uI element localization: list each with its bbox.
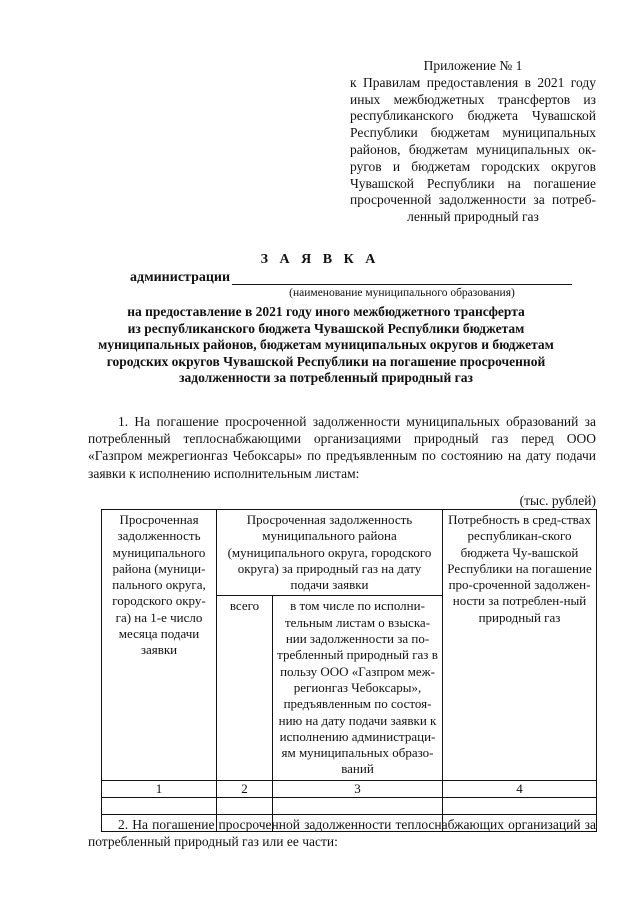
admin-label: администрации	[130, 270, 231, 285]
col-number: 2	[217, 780, 273, 797]
col-number: 4	[443, 780, 597, 797]
table-row	[102, 798, 597, 815]
header-col2-total: всего	[217, 596, 273, 780]
table-cell[interactable]	[443, 798, 597, 815]
appendix-header: Приложение № 1	[423, 58, 523, 73]
admin-name-line	[232, 284, 572, 285]
table-cell[interactable]	[102, 798, 217, 815]
header-col2-group: Просроченная задолженность муниципального района (муниципального округа, городского округа) за природный газ на дату подачи заявки	[217, 510, 443, 596]
appendix-line: ленный природный газ	[407, 209, 539, 225]
subtitle-line: задолженности за потребленный природный газ	[179, 370, 473, 385]
table-header-row	[102, 510, 597, 596]
appendix-line: просроченной задолженности за потреб-	[350, 192, 596, 208]
paragraph-1: 1. На погашение просроченной задолженности муниципальных образований за потребленный теплоснабжающими организациями природный газ перед ООО «Газпром межрегионгаз Чебоксары» по предъявленным по состоянию на дату подачи заявки к исполнению исполнительным листам:	[88, 414, 596, 481]
appendix-block	[350, 58, 596, 226]
subtitle-line: из республиканского бюджета Чувашской Республики бюджетам	[127, 320, 525, 336]
subtitle-line: на предоставление в 2021 году иного межбюджетного трансферта	[127, 304, 525, 319]
appendix-line: ругов и бюджетам городских округов	[350, 158, 596, 174]
col-number: 1	[102, 780, 217, 797]
units-label: (тыс. рублей)	[519, 493, 596, 508]
header-col4: Потребность в сред-ствах республикан-ского бюджета Чу-вашской Республики на погашение про-сроченной задолжен-ности за потреблен-ный природный газ	[443, 510, 597, 781]
header-col3-incl: в том числе по исполни-тельным листам о взыска-нии задолженности за по-требленный природный газ в пользу ООО «Газпром меж-регионгаз Чебоксары», предъявленным по состоя-нию на дату подачи заявки к исполнению администраци-ям муниципальных образо-ваний	[273, 596, 443, 780]
table-cell[interactable]	[273, 798, 443, 815]
paragraph-2: 2. На погашение просроченной задолженности теплоснабжающих организаций за потребленный природный газ или ее части:	[88, 817, 596, 850]
subtitle-line: городских округов Чувашской Республики на погашение просроченной	[106, 353, 546, 369]
appendix-line: Республики бюджетам муниципальных	[350, 125, 596, 141]
admin-caption: (наименование муниципального образования)	[289, 287, 515, 299]
appendix-line: районов, бюджетам муниципальных ок-	[350, 141, 596, 157]
subtitle-line: муниципальных районов, бюджетам муниципальных округов и бюджетам	[98, 337, 554, 352]
document-title: З А Я В К А	[260, 252, 380, 267]
appendix-line: иных межбюджетных трансфертов из	[350, 91, 596, 107]
col-number: 3	[273, 780, 443, 797]
table-cell[interactable]	[217, 798, 273, 815]
document-subtitle	[56, 304, 596, 387]
request-table	[101, 509, 597, 832]
appendix-line: республиканского бюджета Чувашской	[350, 108, 596, 124]
appendix-line: к Правилам предоставления в 2021 году	[350, 74, 596, 90]
appendix-line: Чувашской Республики на погашение	[350, 175, 596, 191]
header-col1: Просроченная задолженность муниципального района (муници-пального округа, городского окру-га) на 1-е число месяца подачи заявки	[102, 510, 217, 781]
table-number-row	[102, 780, 597, 797]
